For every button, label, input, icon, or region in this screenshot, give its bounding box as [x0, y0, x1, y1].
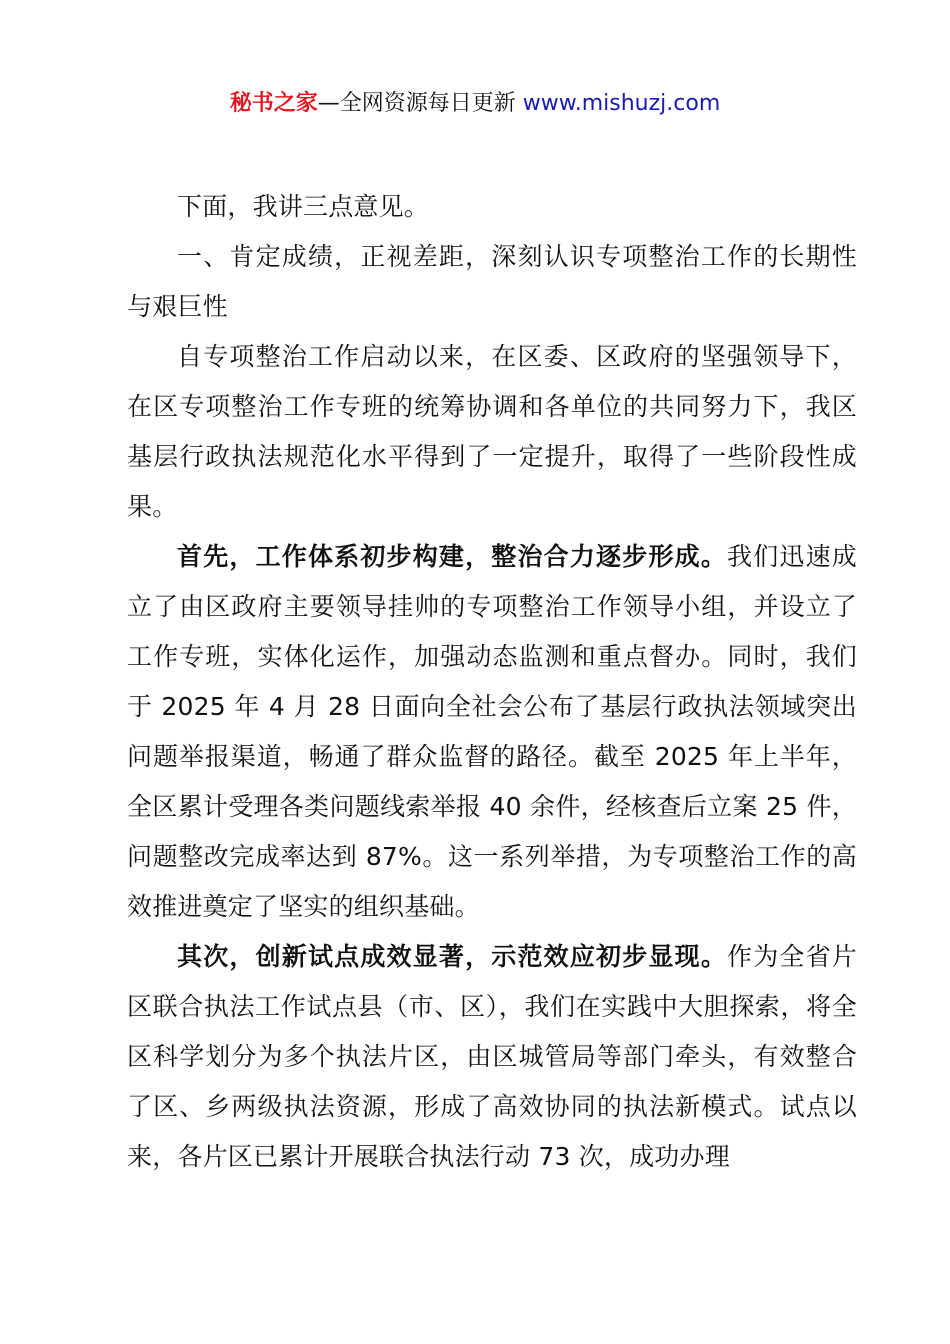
- first-point-body: 我们迅速成立了由区政府主要领导挂帅的专项整治工作领导小组，并设立了工作专班，实体化运作，加强动态监测和重点督办。同时，我们于 2025 年 4 月 28 日面向全社会公布了基层行政执法领域突出问题举报渠道，畅通了群众监督的路径。截至 2025 年上半年，全区累计受理各类问题线索举报 40 余件，经核查后立案 25 件，问题整改完成率达到 87%。这一系列举措，为专项整治工作的高效推进奠定了坚实的组织基础。: [127, 542, 857, 921]
- second-point-lead: 其次，创新试点成效显著，示范效应初步显现。: [177, 942, 728, 971]
- brand-name: 秘书之家: [229, 91, 318, 116]
- paragraph-second-point: [127, 932, 857, 1182]
- document-body: [127, 182, 857, 1182]
- header-tagline: —全网资源每日更新: [317, 91, 516, 116]
- site-header: [0, 88, 950, 120]
- section-heading: 一、肯定成绩，正视差距，深刻认识专项整治工作的长期性与艰巨性: [127, 242, 857, 321]
- first-point-lead: 首先，工作体系初步构建，整治合力逐步形成。: [177, 542, 728, 571]
- intro-paragraph: 下面，我讲三点意见。: [177, 192, 430, 221]
- header-url-link[interactable]: www.mishuzj.com: [522, 91, 721, 116]
- paragraph-achievements: 自专项整治工作启动以来，在区委、区政府的坚强领导下，在区专项整治工作专班的统筹协调和各单位的共同努力下，我区基层行政执法规范化水平得到了一定提升，取得了一些阶段性成果。: [127, 342, 857, 521]
- second-point-body: 作为全省片区联合执法工作试点县（市、区），我们在实践中大胆探索，将全区科学划分为多个执法片区，由区城管局等部门牵头，有效整合了区、乡两级执法资源，形成了高效协同的执法新模式。试点以来，各片区已累计开展联合执法行动 73 次，成功办理: [127, 942, 857, 1171]
- paragraph-first-point: [127, 532, 857, 932]
